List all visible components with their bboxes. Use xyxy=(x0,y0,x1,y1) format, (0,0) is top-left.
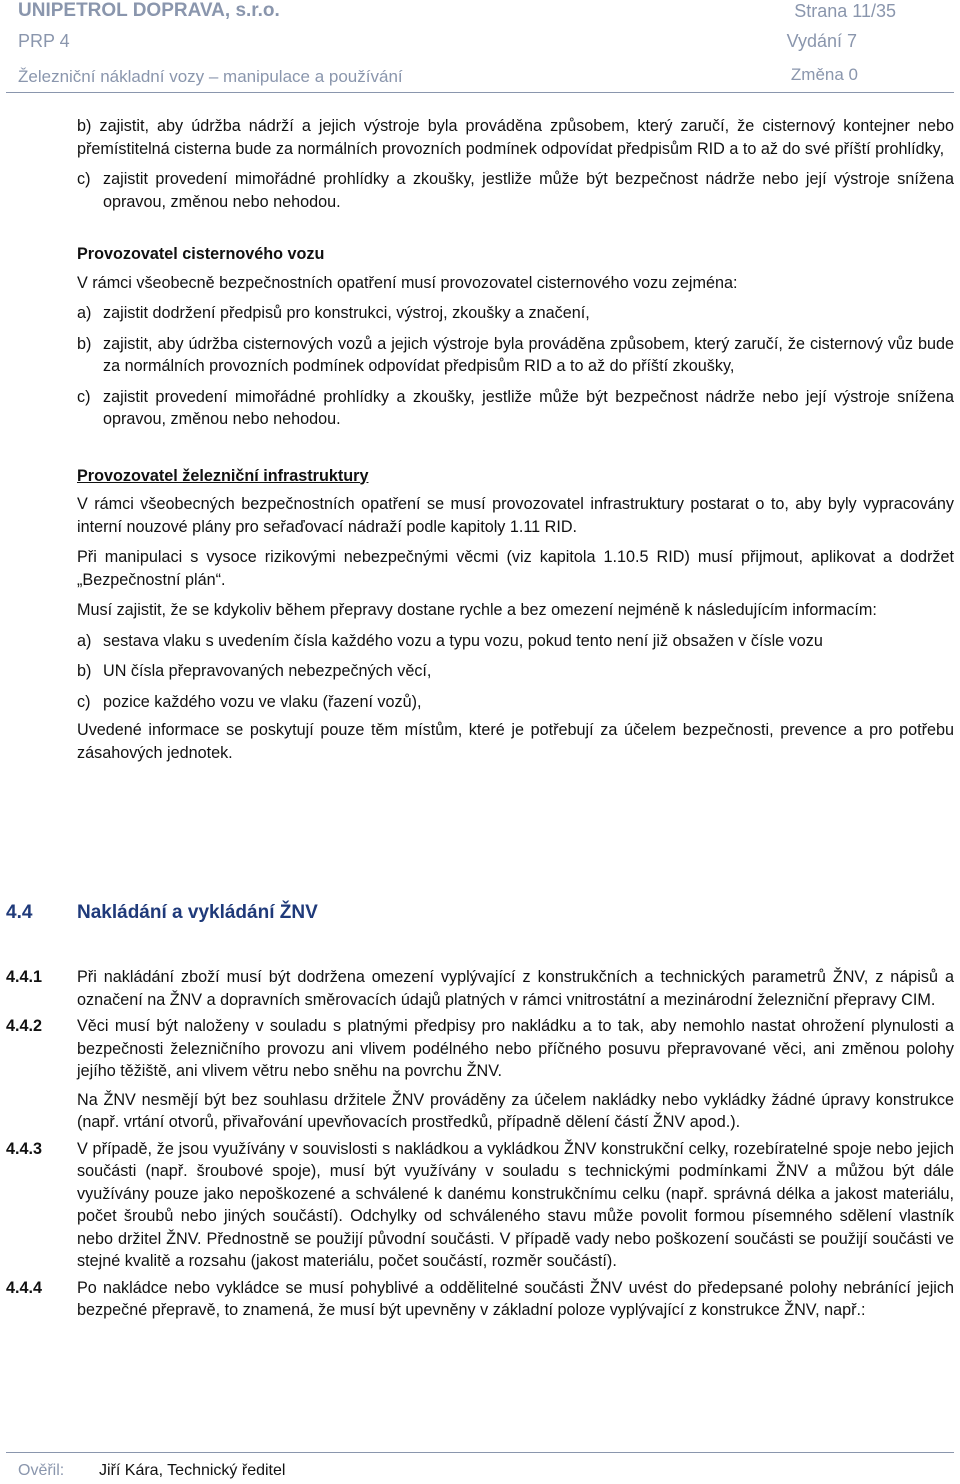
footer-divider xyxy=(6,1452,954,1453)
section-number: 4.4 xyxy=(6,902,33,923)
page-number: Strana 11/35 xyxy=(794,1,896,21)
list-text: zajistit provedení mimořádné prohlídky a zkoušky, jestliže může být bezpečnost nádrže nebo její výstroje snížena opravou, změnou nebo nehodou. xyxy=(103,170,954,211)
clause-text: Při nakládání zboží musí být dodržena omezení vyplývající z konstrukčních a technických parametrů ŽNV, z nápisů a označení na ŽNV a dopravních směrovacích údajů platných v rámci vnitrostátní a mezinárodní železniční přepravy CIM. xyxy=(77,968,954,1009)
list-marker: c) xyxy=(77,387,91,406)
list-item xyxy=(77,302,954,325)
infra-paragraph-3: Musí zajistit, že se kdykoliv během přepravy dostane rychle a bez omezení nejméně k následujícím informacím: xyxy=(77,601,877,619)
list-marker: a) xyxy=(77,304,92,322)
page-header xyxy=(0,0,960,92)
clause-number: 4.4.3 xyxy=(6,1139,43,1158)
tank-operator-intro: V rámci všeobecně bezpečnostních opatření musí provozovatel cisternového vozu zejména: xyxy=(77,273,738,292)
list-text: zajistit, aby údržba cisternových vozů a jejich výstroje byla prováděna způsobem, který zaručí, že cisternový vůz bude za normálních provozních podmínek odpovídat předpisům RID a to až do příští zkoušky, xyxy=(103,334,954,375)
clause-text: Po nakládce nebo vykládce se musí pohyblivé a oddělitelné součásti ŽNV uvést do předepsané polohy nebránící jejich bezpečné přepravě, to znamená, že musí být upevněny v základní poloze vyplývající z konstrukce ŽNV, např.: xyxy=(77,1278,954,1319)
clause-text: Věci musí být naloženy v souladu s platnými předpisy pro nakládku a to tak, aby nemohlo nastat ohrožení plynulosti a bezpečnosti železničního provozu ani vlivem podélného nebo příčného posuvu přepravované věci, ani změnou polohy jejího těžiště, ani vlivem větru nebo sněhu na povrchu ŽNV. Na ŽNV nesmějí být bez souhlasu držitele ŽNV prováděny za účelem nakládky nebo vykládky žádné úpravy konstrukce (např. vrtání otvorů, přivařování upevňovacích prostředků, případně dělení částí ŽNV apod.). xyxy=(77,1015,954,1134)
intro-item-c xyxy=(77,168,954,213)
list-marker: b) xyxy=(77,334,92,353)
list-item xyxy=(77,691,954,714)
clause-number: 4.4.2 xyxy=(6,1017,43,1035)
list-item xyxy=(77,386,954,431)
infra-paragraph-1: V rámci všeobecných bezpečnostních opatření se musí provozovatel infrastruktury postarat o to, aby byly vypracovány interní nouzové plány pro seřaďovací nádraží podle kapitoly 1.11 RID. xyxy=(77,495,954,536)
clause-row xyxy=(6,1015,954,1134)
list-marker: b) xyxy=(77,662,92,680)
tank-operator-heading: Provozovatel cisternového vozu xyxy=(77,245,325,263)
infra-paragraph-4: Uvedené informace se poskytují pouze těm místům, které je potřebují za účelem bezpečnosti, prevence a pro potřebu zásahových jednotek. xyxy=(77,721,954,762)
section-title: Nakládání a vykládání ŽNV xyxy=(77,902,318,923)
list-marker: a) xyxy=(77,631,92,650)
clause-row xyxy=(6,1277,954,1322)
clause-number: 4.4.4 xyxy=(6,1278,43,1297)
list-text: pozice každého vozu ve vlaku (řazení vozů), xyxy=(103,692,422,711)
clause-number: 4.4.1 xyxy=(6,968,43,986)
infra-paragraph-2: Při manipulaci s vysoce rizikovými nebezpečnými věcmi (viz kapitola 1.10.5 RID) musí přijmout, aplikovat a dodržet „Bezpečnostní plán“. xyxy=(77,548,954,589)
verified-label: Ověřil: xyxy=(18,1462,65,1479)
list-item xyxy=(77,333,954,378)
list-text: zajistit dodržení předpisů pro konstrukci, výstroj, zkoušky a značení, xyxy=(103,304,590,322)
change-number: Změna 0 xyxy=(790,65,858,84)
list-text: sestava vlaku s uvedením čísla každého vozu a typu vozu, pokud tento není již obsažen v čísle vozu xyxy=(103,631,823,650)
section-heading xyxy=(6,902,318,925)
clause-text-continued: Na ŽNV nesmějí být bez souhlasu držitele ŽNV prováděny za účelem nakládky nebo vykládky žádné úpravy konstrukce (např. vrtání otvorů, přivařování upevňovacích prostředků, případně dělení částí ŽNV apod.). xyxy=(77,1090,954,1131)
list-marker: c) xyxy=(77,692,91,711)
clause-row xyxy=(6,1138,954,1273)
document-code: PRP 4 xyxy=(18,31,70,51)
list-marker: c) xyxy=(77,170,91,188)
intro-item-b: b) zajistit, aby údržba nádrží a jejich výstroje byla prováděna způsobem, který zaručí, že cisternový kontejner nebo přemístitelná cisterna bude za normálních provozních podmínek odpovídat předpisům RID a to až do své příští prohlídky, xyxy=(77,117,954,158)
list-item xyxy=(77,660,954,683)
company-name: UNIPETROL DOPRAVA, s.r.o. xyxy=(18,0,280,21)
document-subtitle: Železniční nákladní vozy – manipulace a používání xyxy=(18,67,403,86)
verified-by: Jiří Kára, Technický ředitel xyxy=(99,1462,286,1479)
numbered-clauses xyxy=(6,966,954,1326)
list-item xyxy=(77,630,954,653)
header-divider xyxy=(6,92,954,93)
clause-text: V případě, že jsou využívány v souvislosti s nakládkou a vykládkou ŽNV konstrukční celky, rozebíratelné spoje nebo jejich součásti (např. šroubové spoje), musí být využívány v souladu s technickými podmínkami ŽNV a můžou být dále využívány pouze jako nepoškozené a schválené k danému konstrukčnímu celku (např. správná délka a jakost materiálu, počet šroubů nebo jiných součástí). Odchylky od schváleného stavu může povolit formou písemného sdělení vlastník nebo držitel ŽNV. Přednostně se použijí původní součásti. V případě vady nebo poškození součásti se použijí součásti ve stejné kvalitě a rozsahu (jakost materiálu, počet součástí, rozměr součástí). xyxy=(77,1139,954,1270)
infra-operator-heading: Provozovatel železniční infrastruktury xyxy=(77,466,369,485)
main-content xyxy=(77,115,954,764)
page-footer xyxy=(6,1452,954,1479)
clause-row xyxy=(6,966,954,1011)
list-text: zajistit provedení mimořádné prohlídky a zkoušky, jestliže může být bezpečnost nádrže nebo její výstroje snížena opravou, změnou nebo nehodou. xyxy=(103,387,954,428)
list-text: UN čísla přepravovaných nebezpečných věcí, xyxy=(103,662,432,680)
issue-number: Vydání 7 xyxy=(786,31,857,51)
